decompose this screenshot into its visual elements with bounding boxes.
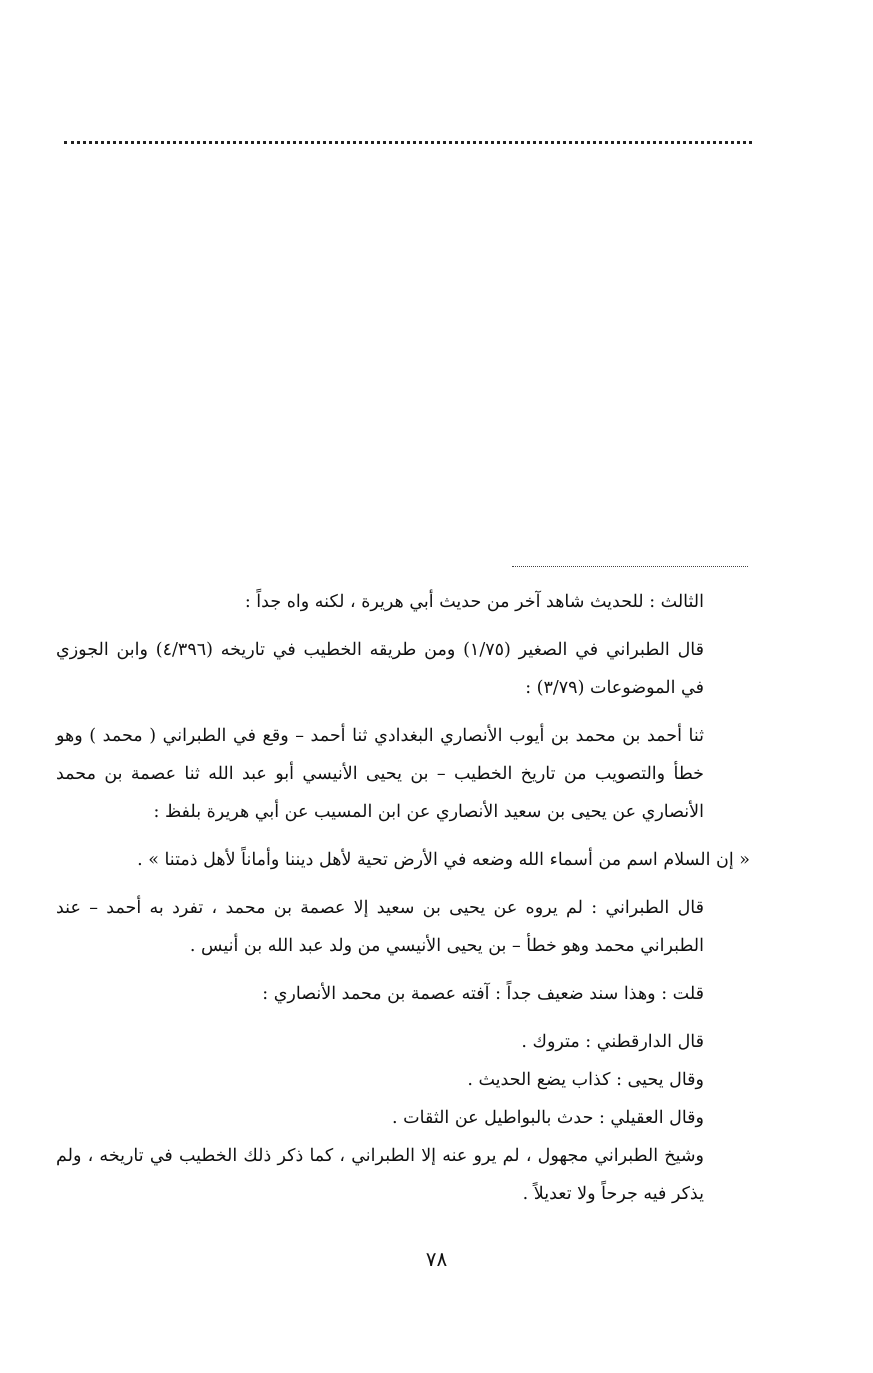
- paragraph-tabarani-shaykh: وشيخ الطبراني مجهول ، لم يرو عنه إلا الطبراني ، كما ذكر ذلك الخطيب في تاريخه ، ولم يذكر فيه جرحاً ولا تعديلاً .: [56, 1146, 704, 1204]
- paragraph-grading: قلت : وهذا سند ضعيف جداً : آفته عصمة بن محمد الأنصاري :: [262, 984, 704, 1004]
- paragraph-yahya: وقال يحيى : كذاب يضع الحديث .: [467, 1070, 704, 1090]
- paragraph-tabarani-source: قال الطبراني في الصغير (١/٧٥) ومن طريقه الخطيب في تاريخه (٤/٣٩٦) وابن الجوزي في الموضوعات (٣/٧٩) :: [56, 640, 704, 698]
- page-number: ٧٨: [425, 1247, 448, 1271]
- page-body: [56, 583, 750, 1213]
- paragraph-tabarani-comment: قال الطبراني : لم يروه عن يحيى بن سعيد إلا عصمة بن محمد ، تفرد به أحمد – عند الطبراني محمد وهو خطأ – بن يحيى الأنيسي من ولد عبد الله بن أنيس .: [56, 898, 704, 956]
- header-dotted-rule: [64, 141, 752, 144]
- paragraph-third-witness: الثالث : للحديث شاهد آخر من حديث أبي هريرة ، لكنه واه جداً :: [244, 592, 704, 612]
- footnote-dotted-separator: [512, 566, 748, 567]
- paragraph-uqayli: وقال العقيلي : حدث بالبواطيل عن الثقات .: [392, 1108, 704, 1128]
- paragraph-daraqutni: قال الدارقطني : متروك .: [521, 1032, 704, 1052]
- paragraph-isnad: ثنا أحمد بن محمد بن أيوب الأنصاري البغدادي ثنا أحمد – وقع في الطبراني ( محمد ) وهو خطأ والتصويب من تاريخ الخطيب – بن يحيى الأنيسي أبو عبد الله ثنا عصمة بن محمد الأنصاري عن يحيى بن سعيد الأنصاري عن ابن المسيب عن أبي هريرة بلفظ :: [56, 726, 704, 822]
- paragraph-hadith-text: « إن السلام اسم من أسماء الله وضعه في الأرض تحية لأهل ديننا وأماناً لأهل ذمتنا » .: [137, 850, 750, 870]
